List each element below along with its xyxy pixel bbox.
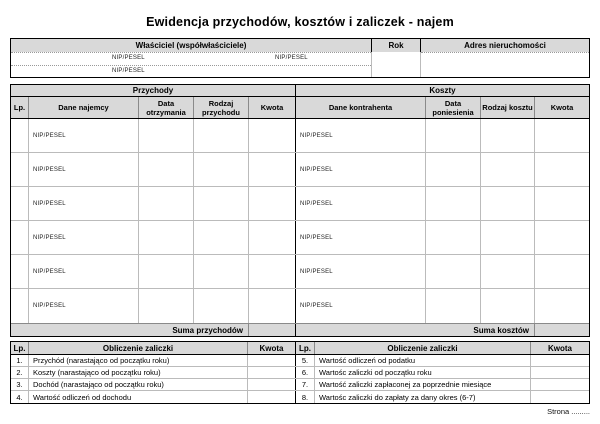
type-cell bbox=[194, 153, 249, 186]
col-income-amount: Kwota bbox=[249, 97, 296, 118]
cost-sum-amount bbox=[535, 324, 589, 336]
type-cell bbox=[194, 255, 249, 288]
col-cost-amount: Kwota bbox=[535, 97, 589, 118]
lp-cell bbox=[11, 289, 29, 323]
amount-cell bbox=[531, 379, 589, 390]
ledger-row bbox=[11, 187, 589, 221]
ledger-group-header bbox=[11, 85, 589, 97]
row-number: 2. bbox=[11, 367, 29, 378]
nip-pesel-label: NIP/PESEL bbox=[33, 132, 66, 139]
amount-cell bbox=[248, 367, 296, 378]
date-cell bbox=[139, 221, 194, 254]
lp-cell bbox=[11, 221, 29, 254]
amount-cell bbox=[531, 391, 589, 403]
amount-cell bbox=[249, 289, 296, 323]
type-cell bbox=[481, 187, 535, 220]
col-income-type: Rodzaj przychodu bbox=[194, 97, 249, 118]
nip-pesel-label: NIP/PESEL bbox=[33, 200, 66, 207]
lp-header: Lp. bbox=[11, 342, 29, 354]
nip-pesel-label: NIP/PESEL bbox=[300, 268, 333, 275]
page-number-label: Strona ......... bbox=[547, 407, 590, 416]
amount-cell bbox=[535, 187, 589, 220]
advance-row bbox=[11, 355, 589, 367]
contractor-cell bbox=[296, 153, 426, 186]
nip-pesel-label: NIP/PESEL bbox=[33, 234, 66, 241]
amount-cell bbox=[249, 153, 296, 186]
calc-item-label: Przychód (narastająco od początku roku) bbox=[29, 355, 248, 366]
tenant-cell bbox=[29, 255, 139, 288]
type-cell bbox=[194, 221, 249, 254]
col-cost-type: Rodzaj kosztu bbox=[481, 97, 535, 118]
income-group-header: Przychody bbox=[11, 85, 296, 96]
amount-cell bbox=[249, 221, 296, 254]
lp-header: Lp. bbox=[296, 342, 315, 354]
address-fill-area bbox=[421, 52, 589, 77]
col-date-received: Data otrzymania bbox=[139, 97, 194, 118]
row-number: 6. bbox=[296, 367, 315, 378]
amount-cell bbox=[248, 391, 296, 403]
amount-cell bbox=[535, 289, 589, 323]
col-date-incurred: Data poniesienia bbox=[426, 97, 481, 118]
date-cell bbox=[139, 255, 194, 288]
amount-cell bbox=[535, 119, 589, 152]
calc-item-label: Dochód (narastająco od początku roku) bbox=[29, 379, 248, 390]
type-cell bbox=[481, 289, 535, 323]
amount-cell bbox=[248, 379, 296, 390]
col-contractor-data: Dane kontrahenta bbox=[296, 97, 426, 118]
page-title: Ewidencja przychodów, kosztów i zaliczek - najem bbox=[146, 15, 454, 29]
ledger-row bbox=[11, 289, 589, 323]
tenant-cell bbox=[29, 119, 139, 152]
type-cell bbox=[194, 289, 249, 323]
lp-cell bbox=[11, 255, 29, 288]
calc-item-label: Wartośc zaliczki do zapłaty za dany okres (6-7) bbox=[315, 391, 531, 403]
date-cell bbox=[426, 187, 481, 220]
calc-item-label: Wartość zaliczki zapłaconej za poprzednie miesiące bbox=[315, 379, 531, 390]
year-header-cell: Rok bbox=[372, 39, 421, 52]
date-cell bbox=[426, 221, 481, 254]
date-cell bbox=[139, 119, 194, 152]
amount-cell bbox=[249, 187, 296, 220]
advance-row bbox=[11, 391, 589, 403]
amount-cell bbox=[249, 119, 296, 152]
amount-cell bbox=[535, 255, 589, 288]
ledger-column-header bbox=[11, 97, 589, 119]
lp-cell bbox=[11, 153, 29, 186]
advance-table-header bbox=[11, 342, 589, 355]
nip-pesel-label: NIP/PESEL bbox=[300, 132, 333, 139]
address-write-line bbox=[421, 52, 589, 65]
type-cell bbox=[194, 187, 249, 220]
owner-table-body bbox=[11, 52, 589, 77]
calc-item-label: Koszty (narastająco od początku roku) bbox=[29, 367, 248, 378]
ledger-row bbox=[11, 119, 589, 153]
contractor-cell bbox=[296, 289, 426, 323]
lp-cell bbox=[11, 187, 29, 220]
ledger-row bbox=[11, 255, 589, 289]
advance-row bbox=[11, 379, 589, 391]
amount-cell bbox=[249, 255, 296, 288]
date-cell bbox=[139, 153, 194, 186]
row-number: 5. bbox=[296, 355, 315, 366]
nip-pesel-label: NIP/PESEL bbox=[112, 55, 145, 61]
cost-group-header: Koszty bbox=[296, 85, 589, 96]
cost-sum-label: Suma kosztów bbox=[296, 324, 535, 336]
row-number: 4. bbox=[11, 391, 29, 403]
nip-pesel-label: NIP/PESEL bbox=[300, 234, 333, 241]
tenant-cell bbox=[29, 187, 139, 220]
row-number: 7. bbox=[296, 379, 315, 390]
amount-header: Kwota bbox=[248, 342, 296, 354]
row-number: 8. bbox=[296, 391, 315, 403]
owner-line-2 bbox=[11, 65, 371, 78]
contractor-cell bbox=[296, 221, 426, 254]
address-header-cell: Adres nieruchomości bbox=[421, 39, 589, 52]
nip-pesel-label: NIP/PESEL bbox=[300, 303, 333, 309]
nip-pesel-label: NIP/PESEL bbox=[33, 303, 66, 309]
owner-table bbox=[10, 38, 590, 78]
nip-pesel-label: NIP/PESEL bbox=[275, 55, 308, 61]
ledger-sum-row bbox=[11, 323, 589, 336]
tenant-cell bbox=[29, 289, 139, 323]
income-sum-label: Suma przychodów bbox=[11, 324, 249, 336]
date-cell bbox=[426, 289, 481, 323]
calc-header: Obliczenie zaliczki bbox=[29, 342, 248, 354]
amount-cell bbox=[535, 153, 589, 186]
col-lp: Lp. bbox=[11, 97, 29, 118]
amount-cell bbox=[535, 221, 589, 254]
amount-cell bbox=[248, 355, 296, 366]
amount-header: Kwota bbox=[531, 342, 589, 354]
nip-pesel-label: NIP/PESEL bbox=[300, 200, 333, 207]
ledger-row bbox=[11, 221, 589, 255]
date-cell bbox=[426, 119, 481, 152]
nip-pesel-label: NIP/PESEL bbox=[300, 166, 333, 173]
owner-header-cell: Właściciel (współwłaściciele) bbox=[11, 39, 372, 52]
type-cell bbox=[481, 153, 535, 186]
owner-line-1 bbox=[11, 52, 371, 65]
date-cell bbox=[139, 289, 194, 323]
tenant-cell bbox=[29, 221, 139, 254]
advance-table bbox=[10, 341, 590, 404]
owner-fill-area bbox=[11, 52, 372, 77]
advance-row bbox=[11, 367, 589, 379]
amount-cell bbox=[531, 367, 589, 378]
row-number: 3. bbox=[11, 379, 29, 390]
tenant-cell bbox=[29, 153, 139, 186]
ledger-row bbox=[11, 153, 589, 187]
col-tenant-data: Dane najemcy bbox=[29, 97, 139, 118]
nip-pesel-label: NIP/PESEL bbox=[33, 268, 66, 275]
calc-header: Obliczenie zaliczki bbox=[315, 342, 531, 354]
row-number: 1. bbox=[11, 355, 29, 366]
income-sum-amount bbox=[249, 324, 296, 336]
type-cell bbox=[194, 119, 249, 152]
nip-pesel-label: NIP/PESEL bbox=[33, 166, 66, 173]
lp-cell bbox=[11, 119, 29, 152]
ledger-table bbox=[10, 84, 590, 337]
contractor-cell bbox=[296, 255, 426, 288]
nip-pesel-label: NIP/PESEL bbox=[112, 67, 145, 74]
date-cell bbox=[139, 187, 194, 220]
calc-item-label: Wartość odliczeń od dochodu bbox=[29, 391, 248, 403]
contractor-cell bbox=[296, 187, 426, 220]
owner-table-header bbox=[11, 39, 589, 52]
type-cell bbox=[481, 221, 535, 254]
type-cell bbox=[481, 255, 535, 288]
type-cell bbox=[481, 119, 535, 152]
date-cell bbox=[426, 255, 481, 288]
year-fill-area bbox=[372, 52, 421, 77]
amount-cell bbox=[531, 355, 589, 366]
contractor-cell bbox=[296, 119, 426, 152]
calc-item-label: Wartośc zaliczki od początku roku bbox=[315, 367, 531, 378]
calc-item-label: Wartość odliczeń od podatku bbox=[315, 355, 531, 366]
date-cell bbox=[426, 153, 481, 186]
